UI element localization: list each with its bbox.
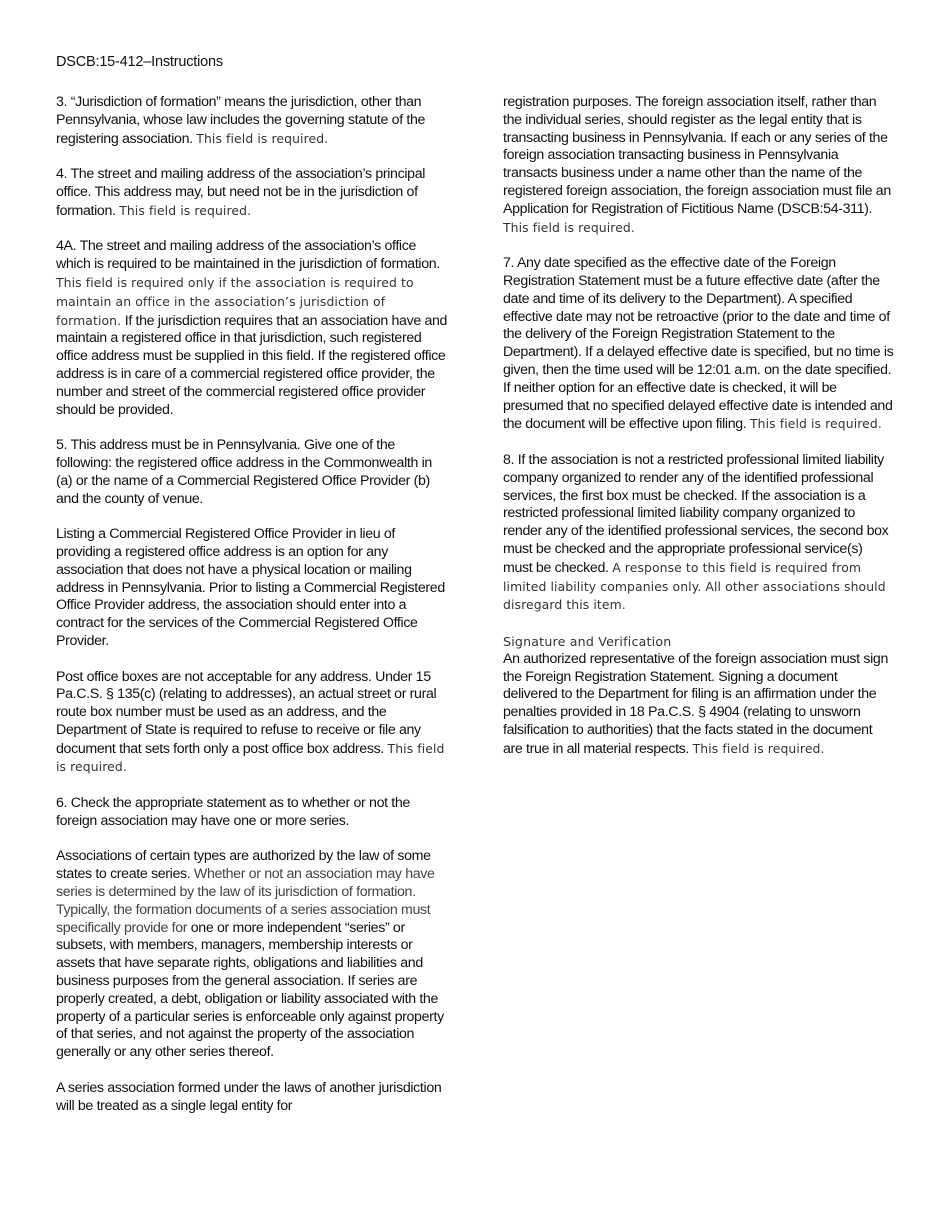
required-note: This field is required. bbox=[692, 740, 825, 756]
instruction-series-continued: registration purposes. The foreign association itself, rather than the individual series, should register as the legal entity that is transacting business in Pennsylvania. If each or any series of the foreign association transacting business in Pennsylvania transacts business under a name other than the name of the registered foreign association, the foreign association must file an Application for Registration of Fictitious Name (DSCB:54-311). This field is required. bbox=[503, 94, 891, 235]
required-note: A response to this field is required from limited liability companies only. All other associations should disregard this item. bbox=[503, 559, 886, 613]
instruction-item-5-cro: Listing a Commercial Registered Office Provider in lieu of providing a registered office address is an option for any association that does not have a physical location or mailing address in Pennsylvania. Prior to listing a Commercial Registered Office Provider address, the association should enter into a contract for the services of the Commercial Registered Office Provider. bbox=[56, 526, 445, 649]
required-note: This field is required. bbox=[56, 740, 445, 775]
right-column bbox=[503, 94, 895, 776]
instruction-item-6-series: Associations of certain types are authorized by the law of some states to create series. Whether or not an association may have series is determined by the law of its jurisdiction of formation. Typically, the formation documents of a series association must specifically provide for one or more independent “series” or subsets, with members, managers, membership interests or assets that have separate rights, obligations and liabilities and business purposes from the general association. If series are properly created, a debt, obligation or liability associated with the property of a particular series is enforceable only against property of that series, and not against the property of the association generally or any other series thereof. bbox=[56, 848, 444, 1061]
required-note: This field is required. bbox=[503, 219, 635, 235]
required-note: This field is required. bbox=[196, 130, 329, 146]
instruction-item-4a: 4A. The street and mailing address of the association’s office which is required to be maintained in the jurisdiction of formation. This field is required only if the association is required to maintain an office in the association’s jurisdiction of formation. If the jurisdiction requires that an association have and maintain a registered office in that jurisdiction, such registered office address must be supplied in this field. If the registered office address is in care of a commercial registered office provider, the number and street of the commercial registered office provider should be provided. bbox=[56, 238, 448, 418]
section-heading: Signature and Verification bbox=[503, 633, 672, 649]
required-note: This field is required. bbox=[119, 202, 252, 218]
instruction-item-6: 6. Check the appropriate statement as to whether or not the foreign association may have one or more series. bbox=[56, 795, 410, 829]
required-note: This field is required only if the association is required to maintain an office in the association’s jurisdiction of formation. bbox=[56, 274, 414, 328]
left-column bbox=[56, 94, 450, 1133]
instruction-item-7: 7. Any date specified as the effective date of the Foreign Registration Statement must be a future effective date (after the date and time of its delivery to the Department). A specified effective date may not be retroactive (prior to the date and time of the delivery of the Foreign Registration Statement to the Department). If a delayed effective date is specified, but no time is given, then the time used will be 12:01 a.m. on the date specified. If neither option for an effective date is checked, it will be presumed that no specified delayed effective date is intended and the document will be effective upon filing. This field is required. bbox=[503, 255, 894, 433]
instruction-item-6-foreign: A series association formed under the laws of another jurisdiction will be treated as a single legal entity for bbox=[56, 1079, 442, 1114]
instruction-item-5-po-box: Post office boxes are not acceptable for any address. Under 15 Pa.C.S. § 135(c) (relating to addresses), an actual street or rural route box number must be used as an address, and the Department of State is required to refuse to receive or file any document that sets forth only a post office box address. This field is required. bbox=[56, 668, 445, 775]
form-id-header: DSCB:15-412–Instructions bbox=[56, 54, 223, 70]
instruction-item-5: 5. This address must be in Pennsylvania. Give one of the following: the registered office address in the Commonwealth in (a) or the name of a Commercial Registered Office Provider (b) and the county of venue. bbox=[56, 437, 432, 507]
required-note: This field is required. bbox=[749, 416, 882, 432]
instruction-item-8: 8. If the association is not a restricted professional limited liability company organized to render any of the identified professional services, the first box must be checked. If the association is a restricted professional limited liability company organized to render any of the identified professional services, the second box must be checked and the appropriate professional service(s) must be checked. A response to this field is required from limited liability companies only. All other associations should disregard this item. bbox=[503, 451, 889, 613]
instruction-item-4: 4. The street and mailing address of the association’s principal office. This address may, but need not be in the jurisdiction of formation. This field is required. bbox=[56, 166, 426, 219]
instruction-signature: Signature and Verification An authorized representative of the foreign association must sign the Foreign Registration Statement. Signing a document delivered to the Department for filing is an affirmation under the penalties provided in 18 Pa.C.S. § 4904 (relating to unsworn falsification to authorities) that the facts stated in the document are true in all material respects. This field is required. bbox=[503, 633, 895, 759]
instruction-item-3: 3. “Jurisdiction of formation” means the jurisdiction, other than Pennsylvania, whose law includes the governing statute of the registering association. This field is required. bbox=[56, 94, 426, 147]
